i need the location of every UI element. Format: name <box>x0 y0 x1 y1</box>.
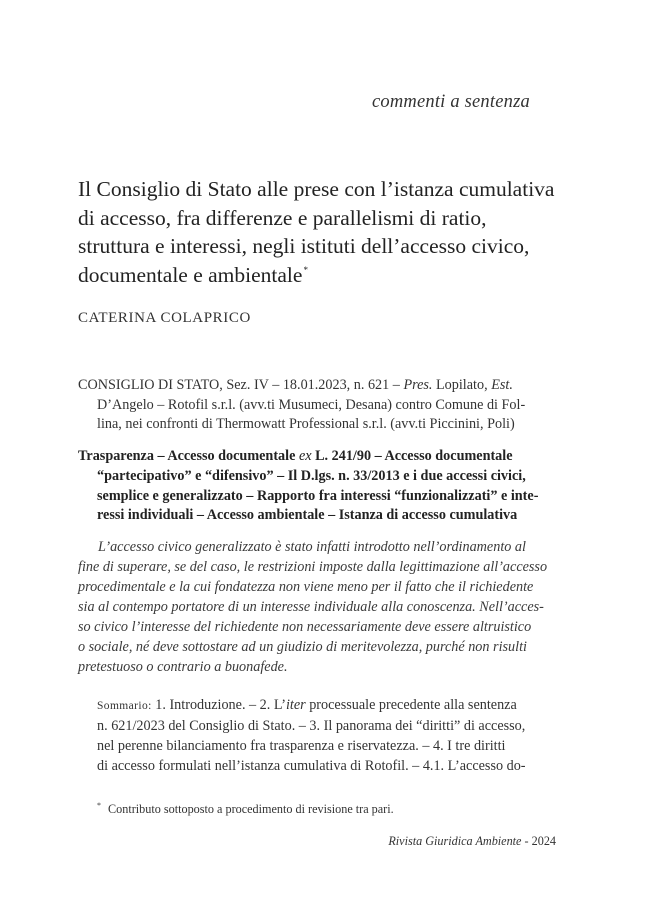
keywords-block <box>78 447 556 526</box>
footnote <box>97 802 394 817</box>
abstract-line: o sociale, né deve sottostare ad un giudizio di meritevolezza, purché non risulti <box>78 639 527 655</box>
journal-year: 2024 <box>531 834 556 848</box>
keywords-text: L. 241/90 – Accesso documentale <box>311 448 513 464</box>
keywords-ex: ex <box>298 448 312 464</box>
ruling-line <box>78 376 556 396</box>
section-label: commenti a sentenza <box>372 92 530 112</box>
title-footnote-marker: * <box>303 265 308 276</box>
journal-name: Rivista Giuridica Ambiente <box>388 834 522 848</box>
article-title <box>78 175 598 289</box>
title-line-text: documentale e ambientale <box>78 262 303 287</box>
summary-line <box>97 695 556 716</box>
author-name: CATERINA COLAPRICO <box>78 310 251 326</box>
abstract-line: sia al contempo portatore di un interesse individuale alla conoscenza. Nell’acces- <box>78 599 544 615</box>
abstract-line: so civico l’interesse del richiedente non necessariamente deve essere altruistico <box>78 619 532 635</box>
pres-label: Pres. <box>403 377 433 393</box>
keywords-text: Trasparenza – Accesso documentale <box>78 448 299 464</box>
title-line: di accesso, fra differenze e parallelismi di ratio, <box>78 205 487 230</box>
keywords-line: ressi individuali – Accesso ambientale – Istanza di accesso cumulativa <box>97 507 518 524</box>
ruling-line: lina, nei confronti di Thermowatt Professional s.r.l. (avv.ti Piccinini, Poli) <box>97 416 515 432</box>
abstract-line: L’accesso civico generalizzato è stato infatti introdotto nell’ordinamento al <box>98 539 526 555</box>
abstract-line: procedimentale e la cui fondatezza non viene meno per il fatto che il richiedente <box>78 579 534 595</box>
ruling-line: D’Angelo – Rotofil s.r.l. (avv.ti Musumeci, Desana) contro Comune di Fol- <box>97 396 526 413</box>
keywords-line: semplice e generalizzato – Rapporto fra interessi “funzionalizzati” e inte- <box>97 487 539 504</box>
summary-iter: iter <box>285 697 306 713</box>
est-label: Est. <box>491 377 513 393</box>
abstract-line: fine di superare, se del caso, le restrizioni imposte dalla legittimazione all’accesso <box>78 559 548 575</box>
ruling-details: , Sez. IV – 18.01.2023, n. 621 – <box>219 377 404 393</box>
footnote-text: Contributo sottoposto a procedimento di revisione tra pari. <box>108 802 394 816</box>
court-name: CONSIGLIO DI STATO <box>78 377 220 393</box>
footnote-marker: * <box>97 800 101 810</box>
summary-label: Sommario: <box>97 700 152 712</box>
ruling-reference <box>78 376 556 435</box>
footer-separator: - <box>521 834 532 848</box>
summary-line: di accesso formulati nell’istanza cumulativa di Rotofil. – 4.1. L’accesso do- <box>97 758 526 774</box>
summary-line: nel perenne bilanciamento fra trasparenza e riservatezza. – 4. I tre diritti <box>97 738 506 754</box>
summary-text: 1. Introduzione. – 2. L’ <box>151 697 286 713</box>
title-line: Il Consiglio di Stato alle prese con l’istanza cumulativa <box>78 177 555 201</box>
title-line-last <box>78 261 598 290</box>
summary-text: processuale precedente alla sentenza <box>305 697 517 713</box>
keywords-line: “partecipativo” e “difensivo” – Il D.lgs. n. 33/2013 e i due accessi civici, <box>97 467 526 484</box>
abstract-block <box>78 537 556 677</box>
keywords-line <box>78 447 556 467</box>
page-footer <box>385 834 556 849</box>
title-line: struttura e interessi, negli istituti dell’accesso civico, <box>78 234 530 258</box>
summary-line: n. 621/2023 del Consiglio di Stato. – 3. Il panorama dei “diritti” di accesso, <box>97 718 526 734</box>
summary-block <box>97 695 556 776</box>
abstract-line: pretestuoso o contrario a buonafede. <box>78 659 288 675</box>
pres-name: Lopilato, <box>432 377 492 393</box>
